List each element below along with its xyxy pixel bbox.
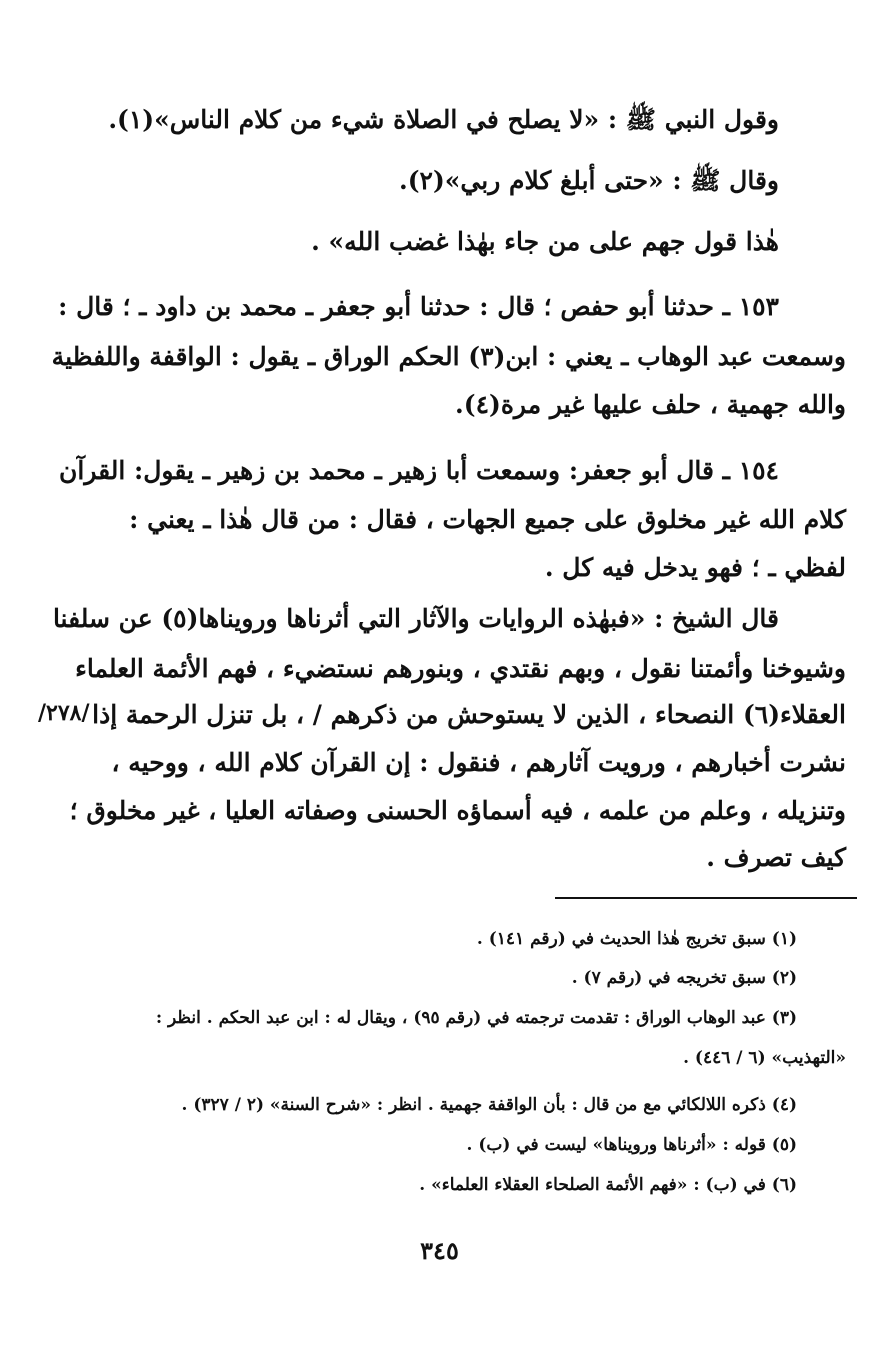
- text-line-12: العقلاء(٦) النصحاء ، الذين لا يستوحش من ذكرهم / ، بل تنزل الرحمة إذا: [92, 700, 846, 729]
- footnote-6: (٦) في (ب) : «فهم الأئمة الصلحاء العقلاء العلماء» .: [419, 1175, 797, 1195]
- text-line-8: كلام الله غير مخلوق على جميع الجهات ، فقال : من قال هٰذا ـ يعني :: [129, 505, 846, 534]
- text-line-13: نشرت أخبارهم ، ورويت آثارهم ، فنقول : إن القرآن كلام الله ، ووحيه ،: [111, 748, 846, 777]
- text-line-9: لفظي ـ ؛ فهو يدخل فيه كل .: [544, 553, 846, 582]
- text-line-6: والله جهمية ، حلف عليها غير مرة(٤).: [455, 390, 846, 419]
- footnote-2: (٢) سبق تخريجه في (رقم ٧) .: [571, 968, 797, 988]
- text-line-11: وشيوخنا وأئمتنا نقول ، وبهم نقتدي ، وبنورهم نستضيء ، فهم الأئمة العلماء: [75, 654, 846, 683]
- text-line-15: كيف تصرف .: [706, 843, 846, 872]
- margin-page-reference: /٢٧٨/: [38, 700, 90, 726]
- footnote-3: (٣) عبد الوهاب الوراق : تقدمت ترجمته في (رقم ٩٥) ، ويقال له : ابن عبد الحكم . انظر :: [155, 1008, 797, 1028]
- text-line-7: ١٥٤ ـ قال أبو جعفر: وسمعت أبا زهير ـ محمد بن زهير ـ يقول: القرآن: [59, 456, 779, 485]
- text-line-4: ١٥٣ ـ حدثنا أبو حفص ؛ قال : حدثنا أبو جعفر ـ محمد بن داود ـ ؛ قال :: [58, 292, 779, 321]
- footnote-5: (٥) قوله : «أثرناها ورويناها» ليست في (ب) .: [466, 1135, 797, 1155]
- page-number: ٣٤٥: [420, 1236, 459, 1265]
- footnote-separator: [555, 897, 857, 899]
- text-line-14: وتنزيله ، وعلم من علمه ، فيه أسماؤه الحسنى وصفاته العليا ، غير مخلوق ؛: [69, 796, 846, 825]
- text-line-2: وقال ﷺ : «حتى أبلغ كلام ربي»(٢).: [398, 166, 779, 195]
- footnote-3-continued: «التهذيب» (٦ / ٤٤٦) .: [683, 1048, 846, 1068]
- text-line-10: قال الشيخ : «فبهٰذه الروايات والآثار التي أثرناها ورويناها(٥) عن سلفنا: [52, 604, 779, 633]
- text-line-3: هٰذا قول جهم على من جاء بهٰذا غضب الله» .: [311, 227, 779, 256]
- footnote-4: (٤) ذكره اللالكائي مع من قال : بأن الواقفة جهمية . انظر : «شرح السنة» (٢ / ٣٢٧) .: [181, 1095, 797, 1115]
- footnote-1: (١) سبق تخريج هٰذا الحديث في (رقم ١٤١) .: [476, 929, 797, 949]
- text-line-5: وسمعت عبد الوهاب ـ يعني : ابن(٣) الحكم الوراق ـ يقول : الواقفة واللفظية: [51, 342, 846, 371]
- text-line-1: وقول النبي ﷺ : «لا يصلح في الصلاة شيء من كلام الناس»(١).: [108, 105, 779, 134]
